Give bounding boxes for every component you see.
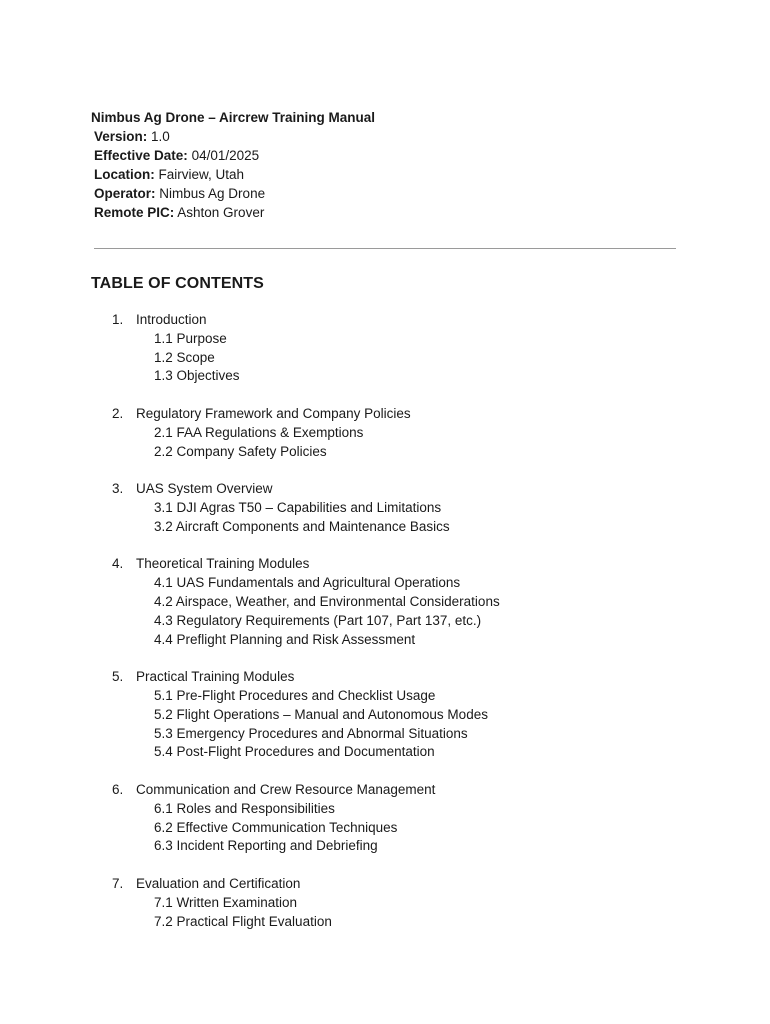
toc-section-title: Introduction	[136, 312, 207, 327]
toc-subsection: 3.1 DJI Agras T50 – Capabilities and Limitations	[154, 499, 442, 515]
toc-section	[112, 555, 500, 649]
toc-section-title: UAS System Overview	[136, 481, 273, 497]
toc-heading: TABLE OF CONTENTS	[91, 275, 264, 292]
toc-section-row	[112, 480, 500, 499]
meta-effective-date	[91, 146, 375, 165]
toc-subsection: 5.3 Emergency Procedures and Abnormal Situations	[154, 725, 468, 741]
document-header	[91, 108, 375, 222]
toc-section-number: 7.	[112, 875, 124, 891]
toc-subsection: 7.1 Written Examination	[154, 894, 298, 910]
meta-value: Fairview, Utah	[158, 167, 245, 182]
toc-subsection: 3.2 Aircraft Components and Maintenance Basics	[154, 518, 450, 534]
meta-value: 04/01/2025	[191, 148, 260, 163]
meta-label: Location:	[94, 167, 155, 182]
toc-section-title: Evaluation and Certification	[136, 875, 301, 891]
toc-section	[112, 311, 500, 386]
meta-label: Operator:	[94, 186, 156, 201]
toc-section-number: 5.	[112, 669, 124, 685]
toc-section	[112, 480, 500, 536]
meta-label: Version:	[94, 129, 148, 144]
toc-subsection: 7.2 Practical Flight Evaluation	[154, 913, 332, 929]
meta-label: Effective Date:	[94, 148, 188, 163]
toc-section	[112, 668, 500, 762]
toc-section-number: 6.	[112, 781, 124, 797]
toc-section-number: 3.	[112, 481, 124, 497]
toc-subsection: 2.1 FAA Regulations & Exemptions	[154, 424, 364, 440]
toc-subsection: 4.1 UAS Fundamentals and Agricultural Operations	[154, 575, 461, 591]
toc-section-row	[112, 668, 500, 687]
toc-subsection: 4.3 Regulatory Requirements (Part 107, Part 137, etc.)	[154, 612, 482, 628]
horizontal-divider	[94, 248, 676, 249]
toc-section	[112, 781, 500, 856]
toc-section-number: 1.	[112, 312, 124, 327]
toc-section	[112, 405, 500, 461]
toc-subsection: 1.2 Scope	[154, 349, 215, 365]
toc-section-row	[112, 405, 500, 424]
toc-section-title: Practical Training Modules	[136, 669, 295, 685]
toc-subsection: 5.1 Pre-Flight Procedures and Checklist Usage	[154, 687, 436, 703]
meta-remote-pic	[91, 203, 375, 222]
meta-label: Remote PIC:	[94, 205, 175, 220]
toc-section-title: Regulatory Framework and Company Policies	[136, 405, 411, 421]
toc-subsection: 4.2 Airspace, Weather, and Environmental Considerations	[154, 593, 500, 609]
toc-section-title: Theoretical Training Modules	[136, 556, 310, 572]
toc-section-title: Communication and Crew Resource Management	[136, 781, 436, 797]
toc-section-row	[112, 555, 500, 574]
toc-subsection: 4.4 Preflight Planning and Risk Assessment	[154, 631, 416, 647]
document-title: Nimbus Ag Drone – Aircrew Training Manual	[91, 110, 376, 125]
toc-section-number: 4.	[112, 556, 124, 572]
toc-subsection: 6.3 Incident Reporting and Debriefing	[154, 838, 378, 854]
meta-operator	[91, 184, 375, 203]
toc-section-number: 2.	[112, 405, 124, 421]
toc-section-row	[112, 875, 500, 894]
meta-version	[91, 127, 375, 146]
toc-subsection: 6.2 Effective Communication Techniques	[154, 819, 398, 835]
toc-subsection: 6.1 Roles and Responsibilities	[154, 800, 335, 816]
toc-section	[112, 875, 500, 931]
toc-subsection: 2.2 Company Safety Policies	[154, 443, 327, 459]
meta-value: Nimbus Ag Drone	[159, 186, 266, 201]
toc-section-row	[112, 311, 500, 330]
meta-value: 1.0	[151, 129, 170, 144]
meta-value: Ashton Grover	[177, 205, 265, 220]
meta-location	[91, 165, 375, 184]
toc-subsection: 5.2 Flight Operations – Manual and Autonomous Modes	[154, 706, 488, 722]
toc-subsection: 1.3 Objectives	[154, 368, 240, 384]
table-of-contents	[112, 311, 500, 950]
toc-subsection: 5.4 Post-Flight Procedures and Documentation	[154, 744, 435, 760]
toc-section-row	[112, 781, 500, 800]
toc-subsection: 1.1 Purpose	[154, 330, 227, 346]
